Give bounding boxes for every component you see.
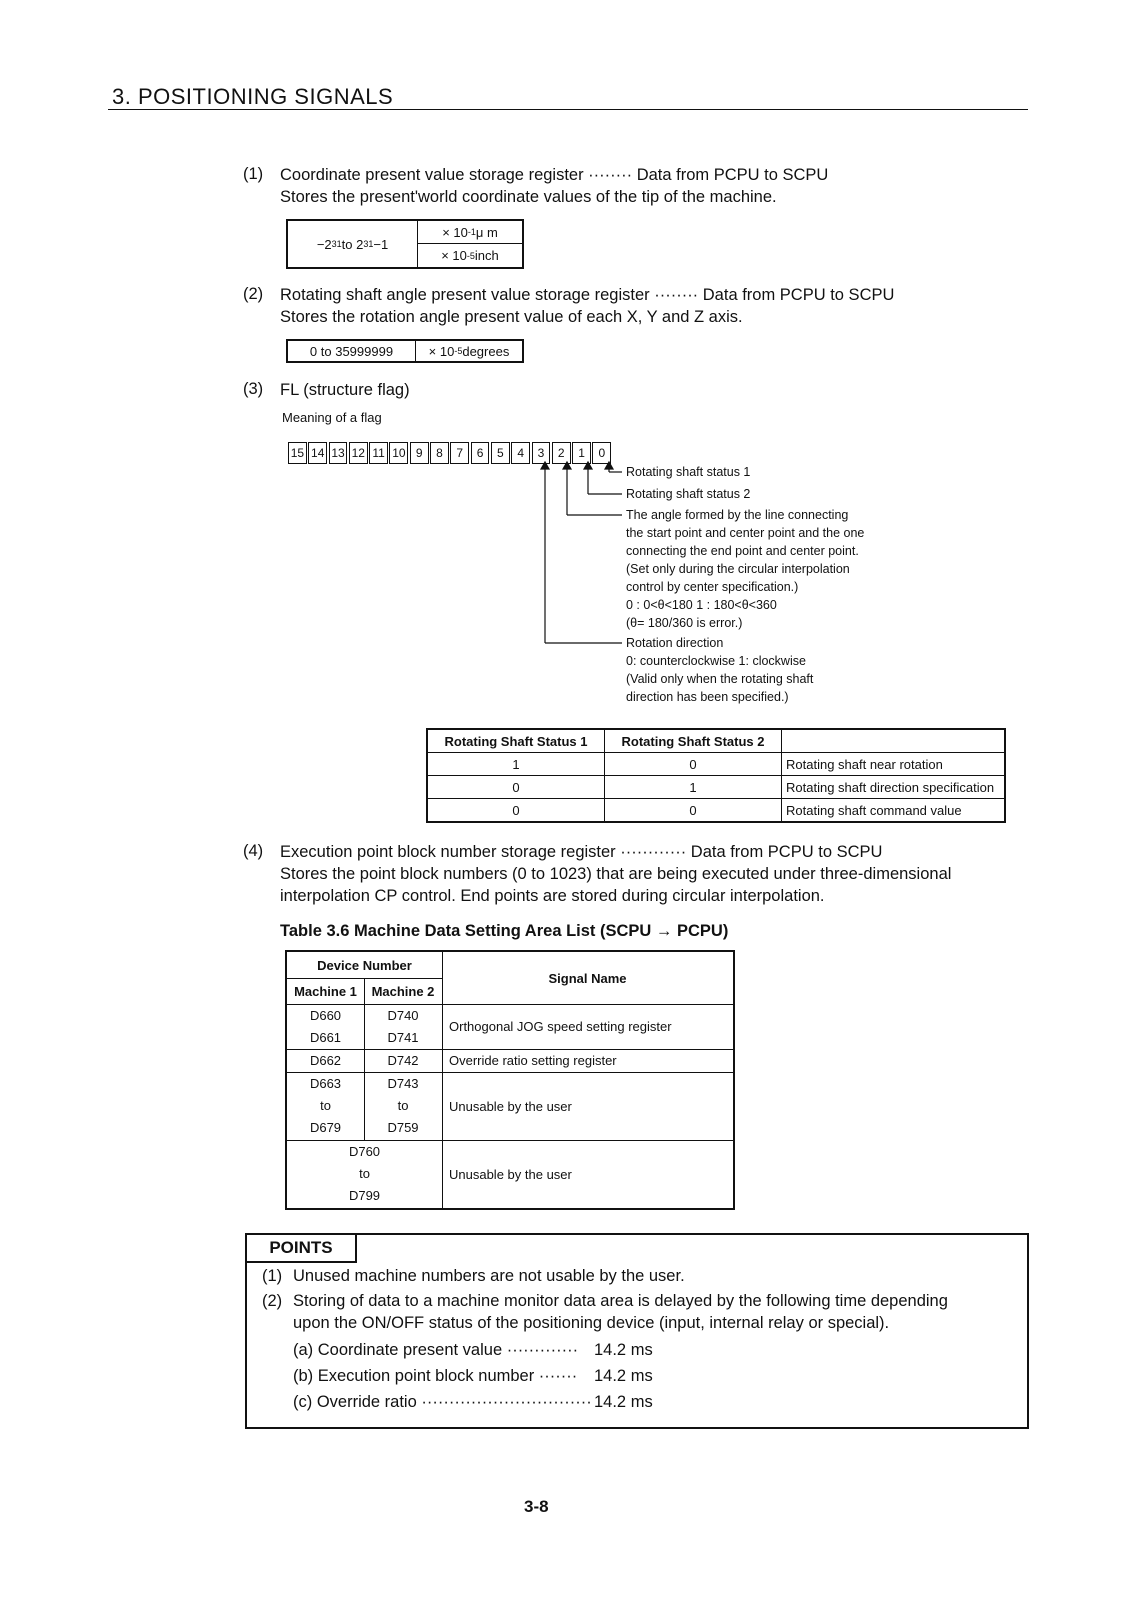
bit-cell: 13: [329, 442, 348, 464]
angle-unit: × 10 -5 degrees: [428, 343, 510, 359]
header-blank: [782, 729, 1006, 753]
header-machine-1: Machine 1: [294, 983, 357, 999]
table-cell: D662: [309, 1053, 342, 1068]
bit-cell: 1: [572, 442, 591, 464]
rotating-shaft-status-table: [426, 728, 1006, 823]
flag-meaning-label: Meaning of a flag: [282, 410, 382, 425]
table-3-6: [285, 950, 735, 1210]
table-cell: D742: [387, 1053, 419, 1068]
header-status-1: Rotating Shaft Status 1: [427, 729, 605, 753]
table-cell: Rotating shaft direction specification: [782, 776, 1006, 799]
table-cell: 1: [605, 776, 782, 799]
table-cell: Orthogonal JOG speed setting register: [449, 1019, 672, 1034]
header-signal-name: Signal Name: [548, 970, 627, 986]
header-device-number: Device Number: [317, 957, 412, 973]
table-cell: 0: [427, 776, 605, 799]
table-row: [427, 753, 1005, 776]
bit-cell: 4: [511, 442, 530, 464]
table-cell: Rotating shaft near rotation: [782, 753, 1006, 776]
delay-item-label: (c) Override ratio ·······························: [293, 1393, 592, 1411]
bit-annotation-lines: [0, 0, 1131, 720]
point-2-text-1: Storing of data to a machine monitor data area is delayed by the following time depending: [293, 1292, 948, 1310]
section-2-number: (2): [243, 285, 264, 303]
delay-item-value: 14.2 ms: [594, 1367, 653, 1385]
table-cell: D760 to D799: [348, 1144, 381, 1203]
coordinate-range-value: −2 31 to 2 31 −1: [288, 221, 418, 267]
delay-item-value: 14.2 ms: [594, 1393, 653, 1411]
bit-cell: 9: [410, 442, 429, 464]
bit0-annotation: Rotating shaft status 1: [626, 465, 751, 479]
table-cell: D740 D741: [387, 1007, 419, 1045]
bit-cell: 0: [592, 442, 611, 464]
point-2-text-2: upon the ON/OFF status of the positioning device (input, internal relay or special).: [293, 1314, 890, 1332]
table-cell: Override ratio setting register: [449, 1053, 617, 1068]
section-3-title: FL (structure flag): [280, 381, 410, 399]
bit-cell: 12: [349, 442, 368, 464]
section-1-description: Stores the present'world coordinate values of the tip of the machine.: [280, 188, 777, 206]
bit3-annotation: Rotation direction 0: counterclockwise 1: clockwise (Valid only when the rotating shaft direction has been specified.): [626, 636, 814, 704]
point-1-number: (1): [262, 1267, 283, 1285]
table-row: [427, 776, 1005, 799]
table-cell: Unusable by the user: [449, 1098, 572, 1114]
point-1-text: Unused machine numbers are not usable by the user.: [293, 1267, 685, 1285]
table-cell: 0: [605, 753, 782, 776]
table-cell: 0: [605, 799, 782, 823]
bit-cell: 7: [450, 442, 469, 464]
bit-cell: 11: [369, 442, 388, 464]
section-4-description-1: Stores the point block numbers (0 to 1023) that are being executed under three-dimensional: [280, 865, 952, 883]
page-header-title: 3. POSITIONING SIGNALS: [112, 84, 394, 109]
delay-item-label: (a) Coordinate present value ·············: [293, 1341, 579, 1359]
section-4-number: (4): [243, 842, 264, 860]
table-3-6-caption: Table 3.6 Machine Data Setting Area List (SCPU → PCPU): [280, 922, 729, 940]
bit-cell: 2: [552, 442, 571, 464]
coordinate-unit-um: × 10 -1 μ m: [418, 221, 522, 244]
section-4-title: Execution point block number storage register ············ Data from PCPU to SCPU: [280, 843, 883, 861]
section-1-title: Coordinate present value storage register ········ Data from PCPU to SCPU: [280, 166, 829, 184]
bit2-annotation: The angle formed by the line connecting the start point and center point and the one connecting the end point and center point. (Set only during the circular interpolation control by center specification.) 0 : 0<θ<180 1 : 180<θ<360 (θ= 180/360 is error.): [626, 508, 865, 630]
bit-cell: 14: [308, 442, 327, 464]
bit-cell: 6: [471, 442, 490, 464]
point-2-number: (2): [262, 1292, 283, 1310]
bit-cell: 3: [532, 442, 551, 464]
table-header-row: [427, 729, 1005, 753]
section-1-number: (1): [243, 165, 264, 183]
table-cell: D743 to D759: [387, 1076, 419, 1135]
header-machine-2: Machine 2: [371, 983, 435, 999]
section-3-number: (3): [243, 380, 264, 398]
table-cell: D663 to D679: [309, 1076, 342, 1135]
header-status-2: Rotating Shaft Status 2: [605, 729, 782, 753]
bit-cell: 10: [389, 442, 408, 464]
table-cell: 0: [427, 799, 605, 823]
section-2-title: Rotating shaft angle present value storage register ········ Data from PCPU to SCPU: [280, 286, 895, 304]
points-tag: POINTS: [245, 1233, 357, 1263]
coordinate-unit-inch: × 10 -5 inch: [441, 248, 499, 263]
section-2-description: Stores the rotation angle present value of each X, Y and Z axis.: [280, 308, 743, 326]
page-number: 3-8: [524, 1497, 549, 1516]
table-cell: D660 D661: [309, 1007, 342, 1045]
bit1-annotation: Rotating shaft status 2: [626, 487, 751, 501]
table-row: [427, 799, 1005, 823]
table-cell: 1: [427, 753, 605, 776]
bit-cell: 15: [288, 442, 307, 464]
bit-cell: 5: [491, 442, 510, 464]
section-4-description-2: interpolation CP control. End points are stored during circular interpolation.: [280, 887, 825, 905]
angle-range-value: 0 to 35999999: [288, 341, 416, 361]
table-cell: Unusable by the user: [449, 1166, 572, 1182]
delay-item-value: 14.2 ms: [594, 1341, 653, 1359]
table-cell: Rotating shaft command value: [782, 799, 1006, 823]
bit-cell: 8: [430, 442, 449, 464]
delay-item-label: (b) Execution point block number ·······: [293, 1367, 578, 1385]
